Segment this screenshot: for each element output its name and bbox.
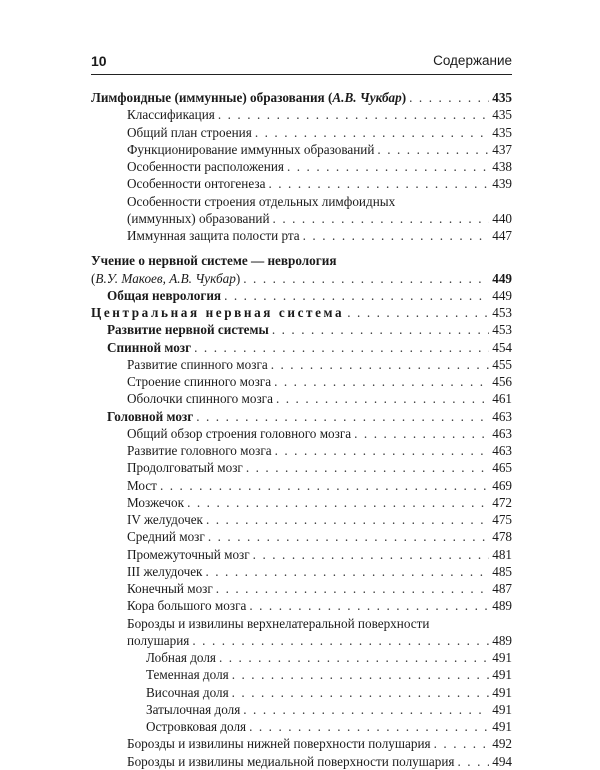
toc-entry-title	[127, 632, 189, 649]
toc-entry-page: 437	[492, 141, 512, 157]
toc-entry-page: 463	[492, 425, 512, 441]
toc-entry[interactable]	[91, 546, 512, 563]
toc-entry-title	[127, 141, 374, 158]
toc-entry-page: 491	[492, 684, 512, 700]
toc-entry-text: Мозжечок	[127, 494, 185, 510]
toc-entry-page: 481	[492, 546, 512, 562]
dot-leader	[218, 106, 489, 123]
page-header	[91, 52, 512, 75]
toc-entry-text: Кора большого мозга	[127, 598, 247, 614]
toc-entry-text: Промежуточный мозг	[127, 546, 250, 562]
toc-entry-heading: Лимфоидные (иммунные) образования	[91, 90, 325, 105]
dot-leader	[232, 666, 490, 683]
dot-leader	[287, 158, 489, 175]
toc-entry-text: Иммунная защита полости рта	[127, 228, 300, 243]
dot-leader	[268, 175, 489, 192]
dot-leader	[275, 442, 490, 459]
toc-entry-text: IV желудочек	[127, 512, 203, 527]
toc-entry-title	[127, 580, 213, 597]
toc-entry-title	[127, 442, 272, 459]
toc-entry-page: 435	[492, 124, 512, 140]
dot-leader	[216, 580, 489, 597]
toc-entry-text: Учение о нервной системе — неврология	[91, 253, 337, 269]
toc-entry[interactable]	[91, 459, 512, 476]
toc-entry-page: 472	[492, 494, 512, 510]
toc-entry-text: Оболочки спинного мозга	[127, 391, 273, 407]
toc-entry[interactable]	[91, 684, 512, 701]
dot-leader	[377, 141, 489, 158]
toc-entry[interactable]	[91, 304, 512, 321]
dot-leader	[205, 563, 489, 580]
toc-entry[interactable]	[91, 356, 512, 373]
toc-entry-title: (В.У. Макоев, А.В. Чукбар)	[91, 270, 241, 286]
dot-leader	[194, 339, 489, 356]
toc-entry-title	[146, 718, 246, 735]
toc-entry-page: 453	[492, 322, 512, 338]
toc-entry[interactable]	[91, 615, 512, 632]
toc-entry-text: Мост	[127, 477, 157, 493]
toc-entry-title	[127, 356, 268, 373]
toc-entry[interactable]	[91, 141, 512, 158]
toc-entry-title	[127, 175, 265, 192]
toc-entry-text: Общий план строения	[127, 124, 252, 140]
toc-entry-page: 489	[492, 598, 512, 614]
toc-entry-page: 491	[492, 701, 512, 717]
section-gap	[91, 244, 512, 252]
toc-entry-text: Развитие спинного мозга	[127, 356, 268, 372]
toc-entry-text: Центральная нервная система	[91, 305, 345, 320]
toc-entry-title	[127, 227, 300, 244]
toc-entry-title	[146, 649, 216, 666]
toc-entry-title	[127, 210, 270, 227]
toc-entry-page: 435	[492, 90, 512, 105]
toc-entry-title	[107, 408, 193, 425]
toc-entry-text: Функционирование иммунных образований	[127, 141, 375, 157]
toc-entry[interactable]	[91, 287, 512, 304]
toc-entry-title	[127, 193, 395, 210]
toc-entry[interactable]	[91, 477, 512, 494]
dot-leader	[354, 425, 489, 442]
toc-entry-page: 491	[492, 719, 512, 734]
dot-leader	[303, 227, 490, 244]
toc-entry-text: Затылочная доля	[146, 701, 241, 717]
toc-entry[interactable]	[91, 89, 512, 106]
toc-entry[interactable]	[91, 494, 512, 511]
toc-entry-title	[127, 511, 203, 528]
toc-entry-title	[127, 124, 252, 141]
toc-entry-page: 463	[492, 443, 512, 458]
toc-entry[interactable]	[91, 193, 512, 210]
dot-leader	[253, 546, 490, 563]
dot-leader	[160, 477, 489, 494]
toc-entry[interactable]	[91, 210, 512, 227]
toc-entry-text: III желудочек	[127, 563, 203, 579]
toc-entry-text: Борозды и извилины нижней поверхности полушария	[127, 736, 431, 752]
dot-leader	[255, 124, 489, 141]
toc-entry-text: Теменная доля	[146, 667, 229, 683]
dot-leader	[276, 390, 489, 407]
toc-entry-page: 491	[492, 667, 512, 683]
toc-entry-page: 440	[492, 210, 512, 226]
toc-entry-text: Продолговатый мозг	[127, 460, 243, 476]
toc-entry[interactable]	[91, 390, 512, 407]
toc-entry[interactable]	[91, 632, 512, 649]
toc-entry-page: 456	[492, 374, 512, 389]
dot-leader	[246, 459, 489, 476]
toc-entry[interactable]	[91, 597, 512, 614]
dot-leader	[249, 718, 489, 735]
dot-leader	[271, 356, 490, 373]
toc-entry-text: Лобная доля	[146, 650, 216, 665]
dot-leader	[219, 649, 489, 666]
toc-entry-text: Особенности строения отдельных лимфоидных	[127, 193, 396, 209]
dot-leader	[208, 528, 489, 545]
toc-entry[interactable]	[91, 701, 512, 718]
toc-entry-title	[127, 158, 284, 175]
toc-entry-text: Средний мозг	[127, 529, 205, 545]
dot-leader	[347, 304, 489, 321]
toc-entry-text: Височная доля	[146, 684, 229, 700]
toc-entry[interactable]	[91, 227, 512, 244]
toc-entry-text: Развитие нервной системы	[107, 322, 269, 338]
dot-leader	[196, 408, 489, 425]
toc-entry-text: Развитие головного мозга	[127, 443, 272, 458]
toc-entry-page: 489	[492, 632, 512, 648]
dot-leader	[243, 270, 489, 287]
dot-leader	[232, 684, 490, 701]
dot-leader	[274, 373, 489, 390]
toc-entry[interactable]	[91, 321, 512, 338]
toc-entry-text: полушария	[127, 632, 190, 648]
table-of-contents	[91, 89, 512, 770]
toc-entry-title	[127, 477, 157, 494]
toc-entry-page: 453	[492, 305, 512, 320]
toc-entry-page: 449	[492, 287, 512, 303]
toc-entry-page: 461	[492, 391, 512, 407]
toc-entry-page: 494	[492, 753, 512, 769]
toc-entry-page: 438	[492, 159, 512, 174]
toc-entry-text: Борозды и извилины верхнелатеральной поверхности	[127, 615, 430, 631]
toc-entry-title	[107, 287, 221, 304]
dot-leader	[206, 511, 489, 528]
toc-entry[interactable]	[91, 270, 512, 287]
dot-leader	[272, 321, 489, 338]
dot-leader	[249, 597, 489, 614]
toc-entry-text: Спинной мозг	[107, 339, 192, 355]
toc-entry-text: Островковая доля	[146, 719, 247, 734]
toc-entry-title	[127, 597, 246, 614]
toc-entry-page: 455	[492, 356, 512, 372]
toc-entry-text: (иммунных) образований	[127, 210, 270, 226]
toc-entry-page: 485	[492, 563, 512, 579]
toc-entry-page: 435	[492, 107, 512, 123]
toc-entry-text: Особенности онтогенеза	[127, 176, 266, 192]
toc-entry-title	[107, 339, 191, 356]
toc-entry-text: Классификация	[127, 107, 215, 123]
toc-entry-page: 491	[492, 650, 512, 665]
dot-leader	[409, 89, 489, 106]
toc-entry-page: 487	[492, 581, 512, 596]
toc-entry-author: А.В. Чукбар	[332, 90, 402, 105]
toc-entry-title	[146, 666, 229, 683]
toc-entry-title	[127, 563, 202, 580]
dot-leader	[224, 287, 489, 304]
toc-entry-text: Общая неврология	[107, 287, 222, 303]
toc-entry-author: В.У. Макоев, А.В. Чукбар	[95, 270, 236, 286]
toc-entry-text: Борозды и извилины медиальной поверхности полушария	[127, 753, 455, 769]
toc-entry[interactable]	[91, 666, 512, 683]
toc-entry[interactable]	[91, 158, 512, 175]
toc-entry[interactable]	[91, 124, 512, 141]
toc-entry-title	[127, 459, 243, 476]
toc-entry[interactable]	[91, 442, 512, 459]
toc-entry[interactable]	[91, 511, 512, 528]
toc-entry[interactable]	[91, 718, 512, 735]
toc-entry-page: 454	[492, 339, 512, 355]
toc-entry-title	[127, 528, 205, 545]
toc-entry-page: 447	[492, 228, 512, 243]
toc-entry-title	[127, 390, 273, 407]
toc-entry-title	[127, 106, 215, 123]
toc-entry-text: Общий обзор строения головного мозга	[127, 425, 352, 441]
dot-leader	[243, 701, 489, 718]
toc-entry[interactable]	[91, 425, 512, 442]
toc-entry-page: 478	[492, 529, 512, 545]
dot-leader	[457, 753, 489, 770]
running-title: Содержание	[433, 53, 512, 68]
toc-entry-page: 492	[492, 736, 512, 752]
toc-entry-text: Конечный мозг	[127, 581, 213, 596]
toc-entry[interactable]	[91, 175, 512, 192]
toc-entry-title	[146, 684, 229, 701]
toc-entry-page: 475	[492, 512, 512, 527]
toc-entry-title: Лимфоидные (иммунные) образования (А.В. Чукбар)	[91, 90, 407, 105]
toc-entry-text: Строение спинного мозга	[127, 374, 272, 389]
toc-entry[interactable]	[91, 373, 512, 390]
toc-entry-title	[107, 321, 269, 338]
toc-entry-title	[91, 304, 344, 321]
toc-entry-page: 469	[492, 477, 512, 493]
toc-entry[interactable]	[91, 408, 512, 425]
dot-leader	[273, 210, 490, 227]
toc-entry[interactable]	[91, 753, 512, 770]
toc-entry-title	[127, 494, 184, 511]
toc-entry[interactable]	[91, 563, 512, 580]
toc-entry[interactable]	[91, 339, 512, 356]
toc-entry[interactable]	[91, 580, 512, 597]
toc-entry-page: 465	[492, 460, 512, 476]
dot-leader	[187, 494, 489, 511]
toc-entry[interactable]	[91, 252, 512, 269]
toc-entry-title	[127, 373, 271, 390]
toc-entry-title	[127, 546, 250, 563]
toc-entry[interactable]	[91, 106, 512, 123]
toc-entry-text: Головной мозг	[107, 408, 194, 424]
toc-entry-page: 439	[492, 176, 512, 192]
toc-entry-page: 463	[492, 408, 512, 424]
toc-entry-title	[91, 252, 337, 269]
toc-entry[interactable]	[91, 528, 512, 545]
page-number: 10	[91, 53, 107, 69]
toc-entry-title	[127, 753, 454, 770]
toc-entry-title	[127, 425, 351, 442]
toc-entry-page: 449	[492, 270, 512, 286]
toc-entry[interactable]	[91, 649, 512, 666]
dot-leader	[192, 632, 489, 649]
toc-entry-title	[146, 701, 240, 718]
toc-entry-text: Особенности расположения	[127, 159, 284, 174]
toc-entry-title	[127, 615, 429, 632]
